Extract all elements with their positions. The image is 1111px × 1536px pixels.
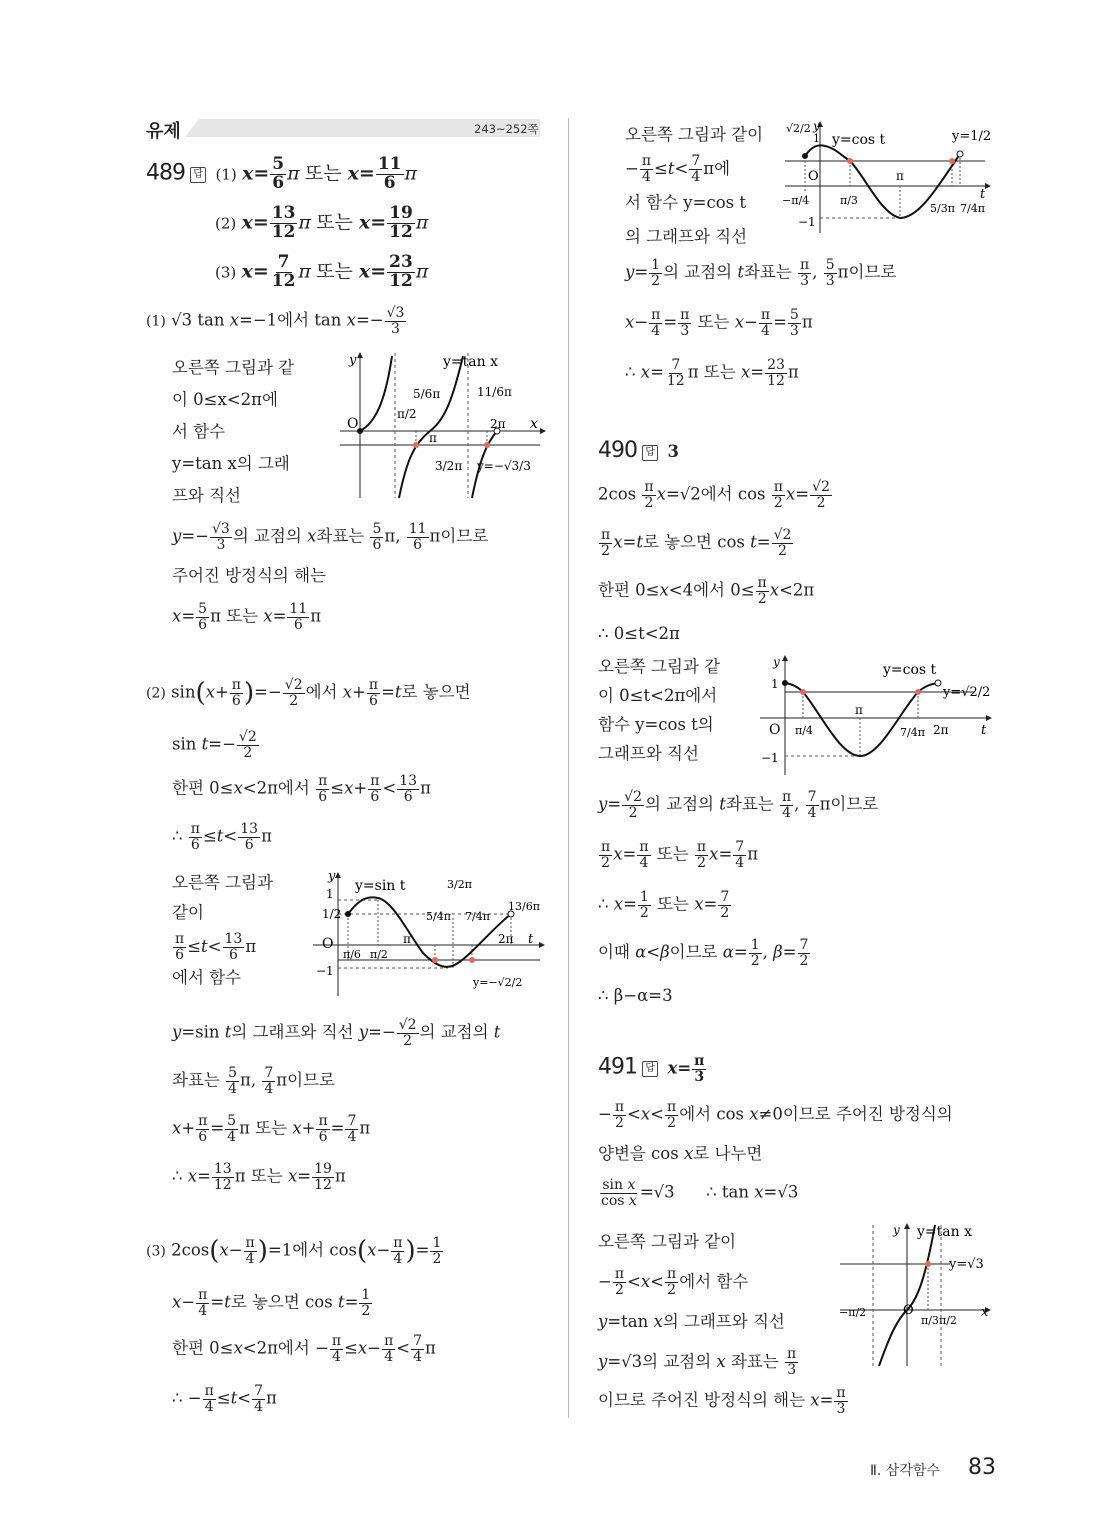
sin-graph [308, 868, 548, 998]
q490-l8: 이때 α<β이므로 α= $\frac{1}{2}$ , β= $\frac{7}{2}$ [598, 937, 809, 969]
tan-graph-1 [335, 348, 550, 500]
sin-half: 1/2 [322, 907, 342, 921]
q490-desc: 오른쪽 그림과 같 이 0≤t<2π에서 함수 y=cos t의 그래프와 직선 [598, 657, 721, 763]
column-divider [568, 118, 569, 1418]
tan1-11pi6: 11/6π [477, 385, 512, 399]
q489-p2-l4: y=sin t의 그래프와 직선 y=− $\frac{√2}{2}$ 의 교점의 t [172, 1017, 501, 1049]
q489-p2-intro: (2) sin(x+ $\frac{\pi}{6}$ )=− $\frac{√2}{2}$ 에서 x+ $\frac{\pi}{6}$ =t로 놓으면 [146, 677, 471, 709]
cos-graph-2 [755, 652, 995, 777]
q489-p2-l3: ∴ $\frac{\pi}{6}$ ≤t< $\frac{13}{6}$ π [172, 821, 272, 853]
tan2-func: y=tan x [917, 1224, 972, 1240]
q489-p1-desc: 오른쪽 그림과 같 이 0≤x<2π에 서 함수 y=tan x의 그래 프와 직선 [172, 358, 295, 505]
cos2-one: 1 [771, 677, 779, 691]
cos2-line: y=√2/2 [943, 685, 991, 700]
q489-p2-l6: x+ $\frac{\pi}{6}$ = $\frac{5}{4}$ π 또는 x+ $\frac{\pi}{6}$ = $\frac{7}{4}$ π [172, 1113, 371, 1145]
cos2-y: y [773, 655, 780, 669]
tan1-func: y=tan x [443, 354, 498, 370]
q490-l7: ∴ x= $\frac{1}{2}$ 또는 x= $\frac{7}{2}$ [598, 889, 730, 921]
q490-l9: ∴ β−α=3 [598, 986, 673, 1005]
q489-p3-l5: x− $\frac{\pi}{4}$ = $\frac{\pi}{3}$ 또는 x− $\frac{\pi}{4}$ = $\frac{5}{3}$ π [625, 307, 813, 339]
cos1-y: y [813, 119, 820, 133]
q489-p2-desc: 오른쪽 그림과 같이 $\frac{\pi}{6}$ ≤t< $\frac{13}{6}$ π 에서 함수 [172, 873, 273, 987]
q489-p2-l2: 한편 0≤x<2π에서 $\frac{\pi}{6}$ ≤x+ $\frac{\pi}{6}$ < $\frac{13}{6}$ π [172, 773, 431, 805]
page-number: 83 [968, 1455, 996, 1480]
sin-minus-one: −1 [316, 964, 334, 978]
sin-3pi2: 3/2π [447, 878, 472, 891]
tan2-origin: O [903, 1303, 914, 1318]
cos2-pi: π [855, 703, 863, 717]
q489-answer-3: (3) x= $\frac{7}{12}$ π 또는 x= $\frac{23}{12}$ π [215, 252, 429, 291]
cos2-pi4: π/4 [795, 724, 813, 737]
sin-7pi4: 7/4π [465, 910, 490, 923]
q490-l3: 한편 0≤x<4에서 0≤ $\frac{\pi}{2}$ x<2π [598, 575, 815, 607]
q489-p1-text2: 주어진 방정식의 해는 [172, 566, 326, 585]
q490-l6: $\frac{\pi}{2}$ x= $\frac{\pi}{4}$ 또는 $\frac{\pi}{2}$ x= $\frac{7}{4}$ π [601, 839, 759, 871]
sin-pi: π [403, 932, 411, 946]
tan2-x: x [981, 1305, 989, 1320]
tan1-line: y=−√3/3 [477, 459, 531, 473]
cos1-7pi4: 7/4π [960, 202, 985, 215]
q490-l2: $\frac{\pi}{2}$ x=t로 놓으면 cos t= $\frac{√2}{2}$ [601, 527, 792, 559]
tan-graph-2 [835, 1220, 995, 1368]
q489-p1-text3: x= $\frac{5}{6}$ π 또는 x= $\frac{11}{6}$ π [172, 601, 322, 633]
cos2-minus-one: −1 [761, 751, 779, 765]
sin-y: y [328, 869, 336, 884]
tan2-mpi2: −π/2 [839, 1306, 867, 1319]
tan2-line: y=√3 [949, 1257, 984, 1272]
q489-p3-l1: x− $\frac{\pi}{4}$ =t로 놓으면 cos t= $\frac{1}{2}$ [172, 1287, 371, 1319]
tan1-y: y [349, 353, 357, 368]
cos1-pi: π [896, 169, 904, 183]
sin-13pi6: 13/6π [508, 900, 540, 913]
cos1-minus-one: −1 [798, 215, 816, 229]
cos2-2pi: 2π [933, 723, 949, 737]
q491-l1: − $\frac{\pi}{2}$ <x< $\frac{\pi}{2}$ 에서 cos x≠0이므로 주어진 방정식의 [598, 1099, 953, 1131]
tan1-5pi6: 5/6π [413, 387, 441, 401]
q491-l2: 양변을 cos x로 나누면 [598, 1144, 763, 1163]
tan1-x: x [530, 416, 538, 432]
q490-l1: 2cos $\frac{\pi}{2}$ x=√2에서 cos $\frac{\pi}{2}$ x= $\frac{√2}{2}$ [598, 479, 830, 511]
page-range: 243~252쪽 [474, 122, 539, 136]
tan2-pi3: π/3 [921, 1314, 939, 1327]
section-label: 유제 [146, 121, 181, 142]
q489-p2-l1: sin t=− $\frac{√2}{2}$ [172, 729, 257, 761]
cos1-func: y=cos t [832, 132, 886, 148]
tan1-pi2: π/2 [397, 407, 417, 421]
q491-l3: $\frac{\text{sin x}}{\text{cos x}}$ =√3 ∴ tan x=√3 [601, 1177, 799, 1209]
q491-desc: 오른쪽 그림과 같이 − $\frac{\pi}{2}$ <x< $\frac{\pi}{2}$ 에서 함수 y=tan x의 그래프와 직선 y=√3의 교점의 x 좌표는 $\frac{\pi}{3}$ [598, 1232, 797, 1378]
sin-one: 1 [326, 887, 334, 901]
q489-p3-l6: ∴ x= $\frac{7}{12}$ π 또는 x= $\frac{23}{12}$ π [625, 357, 799, 389]
cos2-origin: O [769, 722, 781, 738]
footer-chapter: Ⅱ. 삼각함수 [870, 1463, 940, 1479]
cos1-line: y=1/2 [952, 129, 992, 144]
sin-t: t [528, 932, 534, 947]
q489-p1-text1: y=− $\frac{√3}{3}$ 의 교점의 x좌표는 $\frac{5}{6}$ π, $\frac{11}{6}$ π이므로 [172, 521, 489, 553]
sin-func: y=sin t [355, 878, 406, 894]
sin-2pi: 2π [498, 932, 514, 946]
q491-header: 491 답 x= $\frac{\pi}{3}$ [598, 1053, 705, 1085]
q489-answer-2: (2) x= $\frac{13}{12}$ π 또는 x= $\frac{19}{12}$ π [215, 203, 429, 242]
sin-5pi4: 5/4π [426, 910, 451, 923]
cos2-func: y=cos t [883, 662, 937, 678]
q489-p1-intro: (1) √3 tan x=−1에서 tan x=− $\frac{√3}{3}$ [146, 305, 405, 337]
tan2-y: y [893, 1223, 900, 1237]
tan1-origin: O [347, 416, 359, 432]
q490-l5: y= $\frac{√2}{2}$ 의 교점의 t좌표는 $\frac{\pi}{4}$ , $\frac{7}{4}$ π이므로 [598, 789, 879, 821]
cos-graph-1 [780, 118, 995, 236]
cos1-origin: O [808, 169, 819, 184]
q489-p3-l3: ∴ − $\frac{\pi}{4}$ ≤t< $\frac{7}{4}$ π [172, 1383, 277, 1415]
q489-p3-intro: (3) 2cos(x− $\frac{\pi}{4}$ )=1에서 cos(x− $\frac{\pi}{4}$ )= $\frac{1}{2}$ [146, 1235, 442, 1267]
cos2-t: t [981, 723, 987, 738]
tan1-3pi2: 3/2π [435, 459, 463, 473]
cos1-one: 1 [813, 132, 820, 145]
tan2-pi2: π/2 [939, 1314, 957, 1327]
cos1-5pi3: 5/3π [930, 202, 955, 215]
cos2-7pi4: 7/4π [900, 726, 925, 739]
q489-p3-l4: y= $\frac{1}{2}$ 의 교점의 t좌표는 $\frac{\pi}{3}$ , $\frac{5}{3}$ π이므로 [625, 257, 897, 289]
sin-line: y=−√2/2 [473, 976, 523, 989]
q491-l4: 이므로 주어진 방정식의 해는 x= $\frac{\pi}{3}$ [598, 1385, 846, 1417]
q489-p2-l5: 좌표는 $\frac{5}{4}$ π, $\frac{7}{4}$ π이므로 [172, 1065, 335, 1097]
sin-pi6: π/6 [343, 948, 361, 961]
cos1-rt2: √2/2 [786, 122, 811, 135]
q490-header: 490 답 3 [598, 438, 679, 463]
sin-pi2: π/2 [370, 948, 388, 961]
cos1-mpi4: −π/4 [782, 194, 810, 207]
tan1-pi: π [429, 431, 437, 445]
cos1-pi3: π/3 [840, 194, 858, 207]
cos1-t: t [980, 187, 986, 202]
q489-p3-desc: 오른쪽 그림과 같이 − $\frac{\pi}{4}$ ≤t< $\frac{7}{4}$ π에 서 함수 y=cos t 의 그래프와 직선 [625, 125, 764, 246]
q489-answer-1: 489 답 (1) x= $\frac{5}{6}$ π 또는 x= $\frac{11}{6}$ π [146, 154, 418, 193]
q490-l4: ∴ 0≤t<2π [598, 624, 680, 643]
sin-origin: O [322, 936, 334, 952]
q489-p3-l2: 한편 0≤x<2π에서 − $\frac{\pi}{4}$ ≤x− $\frac{\pi}{4}$ < $\frac{7}{4}$ π [172, 1333, 436, 1365]
tan1-2pi: 2π [490, 417, 506, 431]
q489-p2-l7: ∴ x= $\frac{13}{12}$ π 또는 x= $\frac{19}{12}$ π [172, 1161, 346, 1193]
